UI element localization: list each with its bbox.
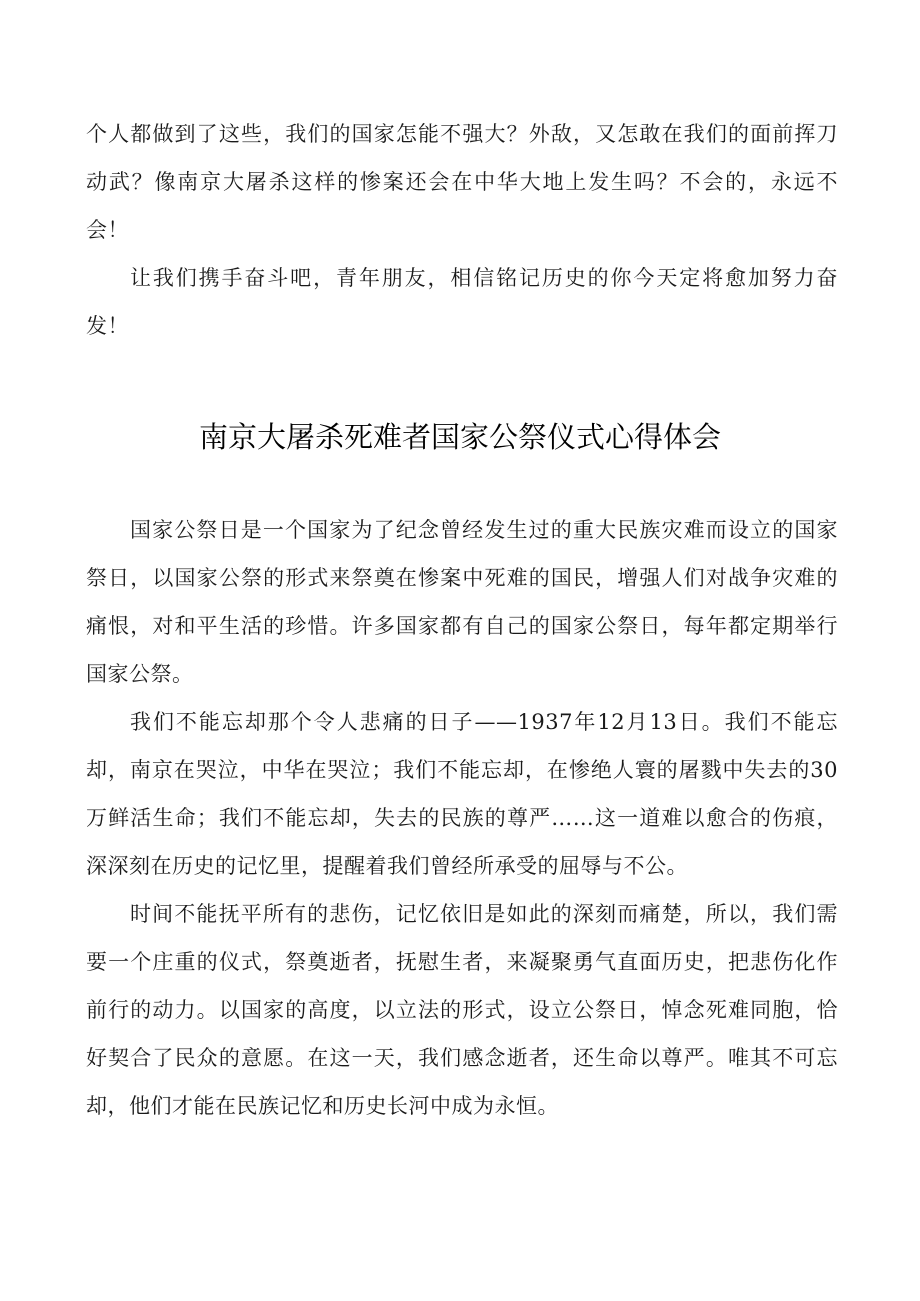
article-paragraph-1: 国家公祭日是一个国家为了纪念曾经发生过的重大民族灾难而设立的国家祭日，以国家公祭的形式来祭奠在惨案中死难的国民，增强人们对战争灾难的痛恨，对和平生活的珍惜。许多国家都有自己的国家公祭日，每年都定期举行国家公祭。	[86, 518, 838, 686]
intro-paragraph-2: 让我们携手奋斗吧，青年朋友，相信铭记历史的你今天定将愈加努力奋发！	[86, 266, 838, 338]
article-title: 南京大屠杀死难者国家公祭仪式心得体会	[198, 420, 721, 454]
article-paragraph-2: 我们不能忘却那个令人悲痛的日子——1937年12月13日。我们不能忘却，南京在哭泣，中华在哭泣；我们不能忘却，在惨绝人寰的屠戮中失去的30万鲜活生命；我们不能忘却，失去的民族的尊严……这一道难以愈合的伤痕，深深刻在历史的记忆里，提醒着我们曾经所承受的屈辱与不公。	[86, 710, 838, 878]
intro-paragraph-1: 个人都做到了这些，我们的国家怎能不强大？外敌，又怎敢在我们的面前挥刀动武？像南京大屠杀这样的惨案还会在中华大地上发生吗？不会的，永远不会！	[86, 122, 838, 242]
article-paragraph-3: 时间不能抚平所有的悲伤，记忆依旧是如此的深刻而痛楚，所以，我们需要一个庄重的仪式，祭奠逝者，抚慰生者，来凝聚勇气直面历史，把悲伤化作前行的动力。以国家的高度，以立法的形式，设立公祭日，悼念死难同胞，恰好契合了民众的意愿。在这一天，我们感念逝者，还生命以尊严。唯其不可忘却，他们才能在民族记忆和历史长河中成为永恒。	[86, 902, 838, 1118]
